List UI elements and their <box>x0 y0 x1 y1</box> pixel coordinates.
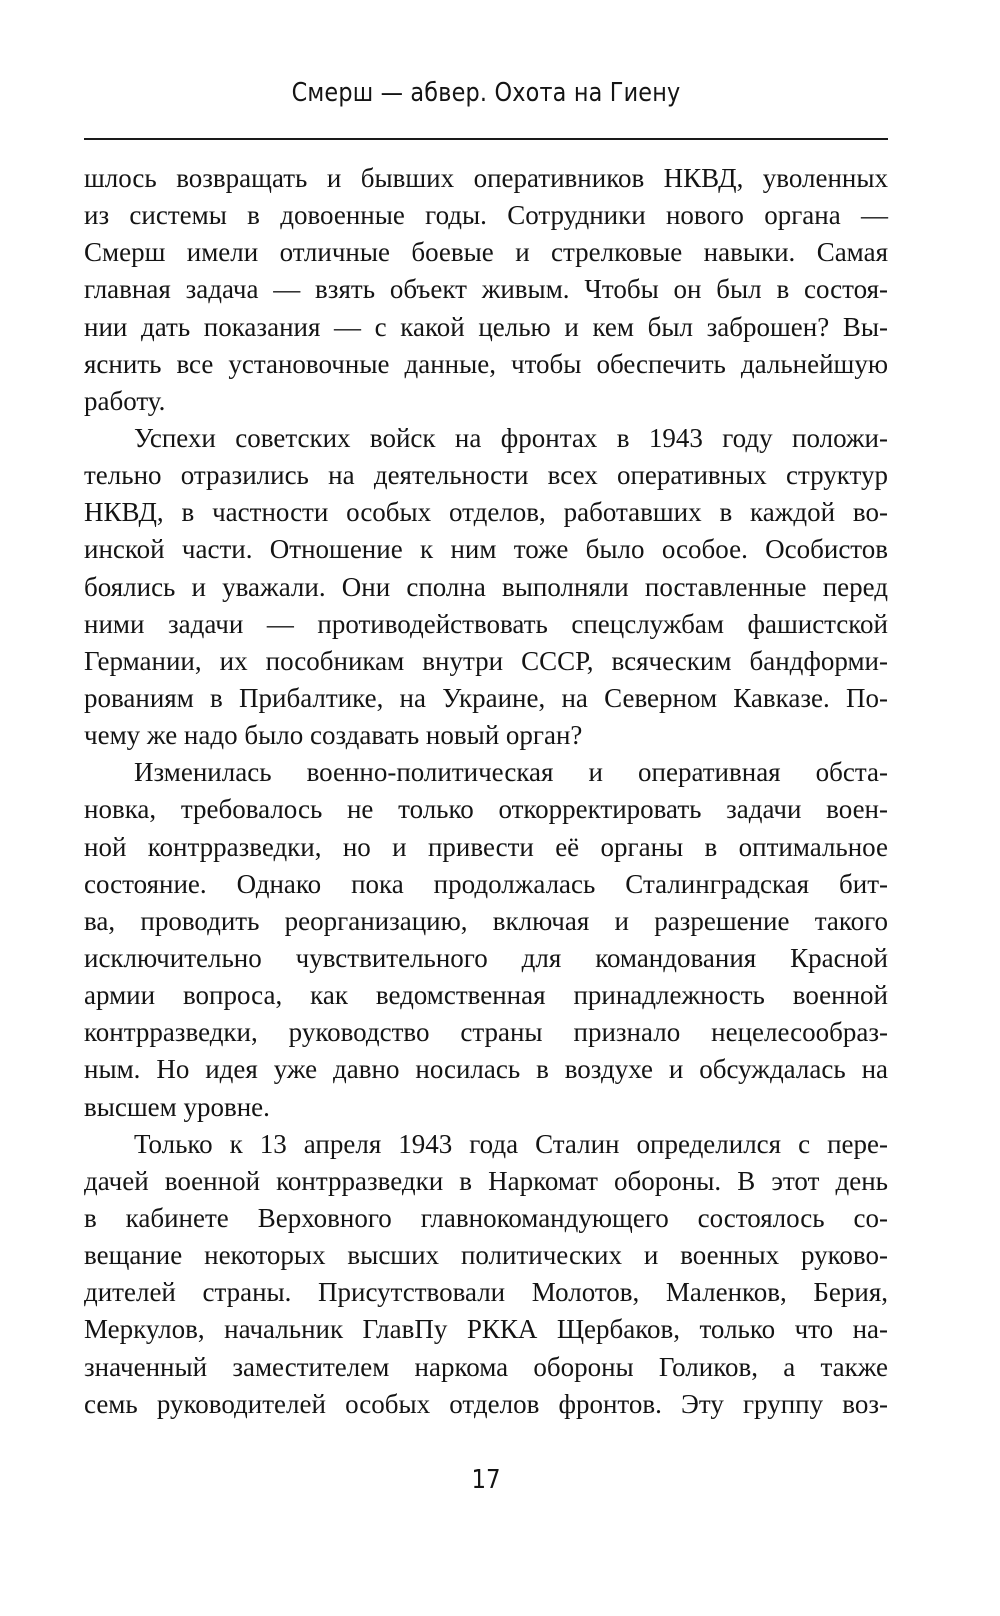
text-line: НКВД, в частности особых отделов, работавших в каждой во- <box>84 497 888 528</box>
paragraph-1 <box>84 160 888 420</box>
text-line: вещание некоторых высших политических и военных руково- <box>84 1240 888 1271</box>
page-number: 17 <box>471 1465 501 1495</box>
running-header: Смерш — абвер. Охота на Гиену <box>291 78 681 108</box>
text-line: в кабинете Верховного главнокомандующего состоялось со- <box>84 1202 888 1233</box>
text-line: дачей военной контрразведки в Наркомат обороны. В этот день <box>84 1165 888 1196</box>
text-line: Изменилась военно-политическая и оперативная обста- <box>134 757 888 788</box>
text-line: шлось возвращать и бывших оперативников НКВД, уволенных <box>84 163 888 193</box>
paragraph-3 <box>84 754 888 1125</box>
text-line: инской части. Отношение к ним тоже было особое. Особистов <box>84 534 888 565</box>
text-line: яснить все установочные данные, чтобы обеспечить дальнейшую <box>84 348 888 379</box>
paragraph-2 <box>84 420 888 754</box>
text-line: значенный заместителем наркома обороны Голиков, а также <box>84 1351 888 1382</box>
text-line: из системы в довоенные годы. Сотрудники нового органа — <box>84 200 888 231</box>
body-text <box>84 160 888 1423</box>
text-line: ной контрразведки, но и привести её органы в оптимальное <box>84 831 888 862</box>
text-line: Смерш имели отличные боевые и стрелковые навыки. Самая <box>84 237 888 268</box>
text-line: ними задачи — противодействовать спецслужбам фашистской <box>84 608 888 639</box>
text-line: дителей страны. Присутствовали Молотов, Маленков, Берия, <box>84 1277 888 1308</box>
text-line: нии дать показания — с какой целью и кем был заброшен? Вы- <box>84 311 888 342</box>
text-line: главная задача — взять объект живым. Чтобы он был в состоя- <box>84 274 888 305</box>
text-line: состояние. Однако пока продолжалась Сталинградская бит- <box>84 868 888 899</box>
header-divider <box>84 138 888 140</box>
text-line: семь руководителей особых отделов фронтов. Эту группу воз- <box>84 1388 888 1419</box>
text-line: исключительно чувствительного для командования Красной <box>84 942 888 973</box>
text-line: рованиям в Прибалтике, на Украине, на Северном Кавказе. По- <box>84 682 888 713</box>
text-line: Только к 13 апреля 1943 года Сталин определился с пере- <box>134 1128 888 1159</box>
text-line: новка, требовалось не только откорректировать задачи воен- <box>84 794 888 825</box>
text-line: чему же надо было создавать новый орган? <box>84 720 583 751</box>
text-line: боялись и уважали. Они сполна выполняли поставленные перед <box>84 571 888 602</box>
paragraph-4 <box>84 1126 888 1423</box>
text-line: ва, проводить реорганизацию, включая и разрешение такого <box>84 905 888 936</box>
text-line: работу. <box>84 385 166 416</box>
text-line: Успехи советских войск на фронтах в 1943 году положи- <box>134 422 888 453</box>
text-line: Германии, их пособникам внутри СССР, всяческим бандформи- <box>84 645 888 676</box>
text-line: Меркулов, начальник ГлавПу РККА Щербаков, только что на- <box>84 1314 888 1345</box>
text-line: тельно отразились на деятельности всех оперативных структур <box>84 460 888 491</box>
text-line: армии вопроса, как ведомственная принадлежность военной <box>84 980 888 1011</box>
text-line: ным. Но идея уже давно носилась в воздухе и обсуждалась на <box>84 1054 888 1085</box>
text-line: высшем уровне. <box>84 1091 270 1122</box>
text-line: контрразведки, руководство страны признало нецелесообраз- <box>84 1017 888 1048</box>
